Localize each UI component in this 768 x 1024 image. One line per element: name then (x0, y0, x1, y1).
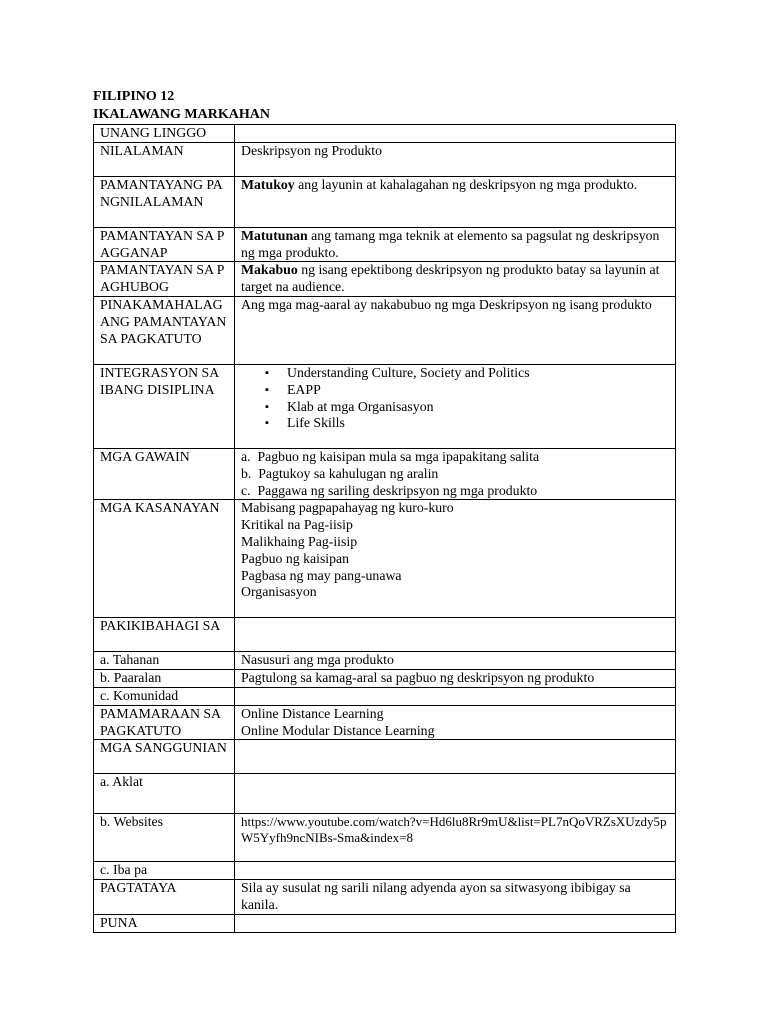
table-row-remarks (94, 914, 676, 932)
participation-label: PAKIKIBAHAGI SA (94, 618, 235, 652)
development-standard-value (235, 262, 676, 297)
table-row-school (94, 670, 676, 688)
table-row-participation (94, 618, 676, 652)
activities-value (235, 448, 676, 499)
table-row-content-standard (94, 176, 676, 227)
school-label: b. Paaralan (94, 670, 235, 688)
learning-competency-value: Ang mga mag-aaral ay nakabubuo ng mga Deskripsyon ng isang produkto (235, 296, 676, 364)
list-item: Pagbasa ng may pang-unawa (241, 567, 402, 583)
activities-label: MGA GAWAIN (94, 448, 235, 499)
development-standard-text: ng isang epektibong deskripsyon ng produkto batay sa layunin at target na audience. (241, 262, 660, 295)
table-row-content (94, 142, 676, 176)
table-row-development-standard (94, 262, 676, 297)
learning-method-label: PAMAMARAAN SA PAGKATUTO (94, 705, 235, 740)
performance-standard-text: ang tamang mga teknik at elemento sa pagsulat ng deskripsyon ng mga produkto. (241, 227, 660, 260)
content-value: Deskripsyon ng Produkto (235, 142, 676, 176)
table-row-home (94, 652, 676, 670)
assessment-value: Sila ay susulat ng sarili nilang adyenda ayon sa sitwasyong ibibigay sa kanila. (235, 880, 676, 915)
content-label: NILALAMAN (94, 142, 235, 176)
skills-value (235, 500, 676, 618)
table-row-assessment (94, 880, 676, 915)
lesson-plan-table (93, 124, 676, 933)
learning-competency-label: PINAKAMAHALAGANG PAMANTAYAN SA PAGKATUTO (94, 296, 235, 364)
integration-list (241, 365, 669, 432)
school-value: Pagtulong sa kamag-aral sa pagbuo ng deskripsyon ng produkto (235, 670, 676, 688)
list-item: Pagbuo ng kaisipan (241, 550, 350, 566)
skills-label: MGA KASANAYAN (94, 500, 235, 618)
list-item: Kritikal na Pag-iisip (241, 517, 353, 533)
table-row-book (94, 774, 676, 814)
table-row-performance-standard (94, 227, 676, 262)
table-row-activities (94, 448, 676, 499)
participation-value (235, 618, 676, 652)
integration-label: INTEGRASYON SA IBANG DISIPLINA (94, 364, 235, 448)
list-item: Organisasyon (241, 584, 317, 600)
table-row-learning-competency (94, 296, 676, 364)
performance-standard-label: PAMANTAYAN SA PAGGANAP (94, 227, 235, 262)
list-item: Online Modular Distance Learning (241, 722, 435, 738)
week-label: UNANG LINGGO (94, 125, 235, 143)
websites-link[interactable]: https://www.youtube.com/watch?v=Hd6lu8Rr9mU&list=PL7nQoVRZsXUzdy5pW5Yyfh9ncNIBs-Sma&index=8 (235, 814, 676, 862)
list-item: a. Pagbuo ng kaisipan mula sa mga ipapakitang salita (241, 448, 540, 464)
integration-value (235, 364, 676, 448)
list-item: Malikhaing Pag-iisip (241, 533, 358, 549)
others-label: c. Iba pa (94, 862, 235, 880)
list-item: ▪ Understanding Culture, Society and Politics (273, 365, 669, 382)
development-standard-keyword: Makabuo (241, 262, 298, 278)
subject-title: FILIPINO 12 (93, 89, 175, 104)
book-label: a. Aklat (94, 774, 235, 814)
content-standard-text: ang layunin at kahalagahan ng deskripsyon ng mga produkto. (294, 176, 638, 192)
week-value (235, 125, 676, 143)
content-standard-keyword: Matukoy (241, 176, 295, 192)
table-row-community (94, 687, 676, 705)
list-item: ▪ Life Skills (273, 415, 669, 432)
remarks-label: PUNA (94, 914, 235, 932)
book-value (235, 774, 676, 814)
list-item: c. Paggawa ng sariling deskripsyon ng mga produkto (241, 482, 538, 498)
quarter-title: IKALAWANG MARKAHAN (93, 106, 270, 122)
table-row-skills (94, 500, 676, 618)
content-standard-value (235, 176, 676, 227)
home-value: Nasusuri ang mga produkto (235, 652, 676, 670)
table-row-references (94, 740, 676, 774)
performance-standard-keyword: Matutunan (241, 227, 308, 243)
table-row-learning-method (94, 705, 676, 740)
table-row-websites (94, 814, 676, 862)
document-header (93, 88, 270, 123)
list-item: ▪ EAPP (273, 382, 669, 399)
remarks-value (235, 914, 676, 932)
list-item: Online Distance Learning (241, 705, 384, 721)
home-label: a. Tahanan (94, 652, 235, 670)
list-item: ▪ Klab at mga Organisasyon (273, 399, 669, 416)
community-value (235, 687, 676, 705)
list-item: Mabisang pagpapahayag ng kuro-kuro (241, 500, 454, 516)
performance-standard-value (235, 227, 676, 262)
table-row-week (94, 125, 676, 143)
references-value (235, 740, 676, 774)
learning-method-value (235, 705, 676, 740)
references-label: MGA SANGGUNIAN (94, 740, 235, 774)
table-row-others (94, 862, 676, 880)
others-value (235, 862, 676, 880)
list-item: b. Pagtukoy sa kahulugan ng aralin (241, 465, 439, 481)
websites-label: b. Websites (94, 814, 235, 862)
content-standard-label: PAMANTAYANG PANGNILALAMAN (94, 176, 235, 227)
development-standard-label: PAMANTAYAN SA PAGHUBOG (94, 262, 235, 297)
community-label: c. Komunidad (94, 687, 235, 705)
table-row-integration (94, 364, 676, 448)
assessment-label: PAGTATAYA (94, 880, 235, 915)
